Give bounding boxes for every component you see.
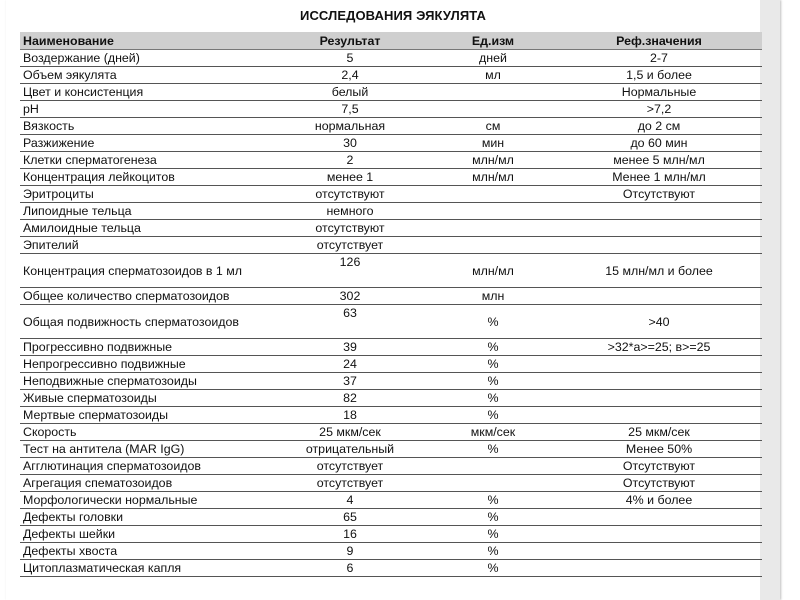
cell-unit: % [430, 492, 556, 509]
cell-name: Цитоплазматическая капля [20, 560, 270, 577]
table-row [20, 288, 762, 305]
cell-unit: % [430, 356, 556, 373]
cell-unit: млн/мл [430, 152, 556, 169]
cell-name: Морфологически нормальные [20, 492, 270, 509]
cell-result: 25 мкм/сек [270, 424, 430, 441]
cell-name: Дефекты головки [20, 509, 270, 526]
cell-ref [556, 560, 762, 577]
results-table [20, 32, 762, 577]
table-row [20, 135, 762, 152]
cell-result: 63 [270, 305, 430, 339]
cell-name: Эритроциты [20, 186, 270, 203]
cell-name: Липоидные тельца [20, 203, 270, 220]
cell-ref [556, 203, 762, 220]
cell-unit [430, 237, 556, 254]
cell-ref: >7,2 [556, 101, 762, 118]
cell-result: отсутствует [270, 475, 430, 492]
cell-unit [430, 458, 556, 475]
cell-result: 302 [270, 288, 430, 305]
cell-result: отсутствуют [270, 220, 430, 237]
table-row [20, 390, 762, 407]
cell-result: 2,4 [270, 67, 430, 84]
cell-unit [430, 220, 556, 237]
table-row [20, 526, 762, 543]
table-row [20, 424, 762, 441]
cell-result: отсутствует [270, 458, 430, 475]
table-row [20, 50, 762, 67]
column-header-result: Результат [270, 32, 430, 50]
cell-result: 82 [270, 390, 430, 407]
table-row [20, 458, 762, 475]
cell-unit [430, 101, 556, 118]
cell-result: 126 [270, 254, 430, 288]
cell-ref [556, 543, 762, 560]
cell-name: Живые сперматозоиды [20, 390, 270, 407]
cell-ref: Менее 50% [556, 441, 762, 458]
cell-name: Тест на антитела (MAR IgG) [20, 441, 270, 458]
cell-result: 65 [270, 509, 430, 526]
cell-ref: >40 [556, 305, 762, 339]
cell-unit: % [430, 373, 556, 390]
cell-ref [556, 237, 762, 254]
table-row [20, 186, 762, 203]
cell-unit: мкм/сек [430, 424, 556, 441]
cell-ref [556, 288, 762, 305]
cell-result: 9 [270, 543, 430, 560]
cell-ref: Отсутствуют [556, 458, 762, 475]
cell-result: нормальная [270, 118, 430, 135]
cell-unit [430, 84, 556, 101]
table-row [20, 509, 762, 526]
cell-unit: % [430, 543, 556, 560]
cell-result: 30 [270, 135, 430, 152]
cell-unit [430, 203, 556, 220]
cell-ref: до 2 см [556, 118, 762, 135]
cell-unit: млн [430, 288, 556, 305]
cell-result: немного [270, 203, 430, 220]
table-row [20, 543, 762, 560]
cell-result: 24 [270, 356, 430, 373]
cell-name: Воздержание (дней) [20, 50, 270, 67]
cell-ref: менее 5 млн/мл [556, 152, 762, 169]
cell-ref [556, 220, 762, 237]
cell-result: отрицательный [270, 441, 430, 458]
cell-ref: 25 мкм/сек [556, 424, 762, 441]
cell-result: 5 [270, 50, 430, 67]
page-edge [760, 0, 780, 600]
table-header-row [20, 32, 762, 50]
cell-ref: 4% и более [556, 492, 762, 509]
cell-name: Непрогрессивно подвижные [20, 356, 270, 373]
cell-name: Концентрация лейкоцитов [20, 169, 270, 186]
table-row [20, 169, 762, 186]
cell-ref: Отсутствуют [556, 475, 762, 492]
cell-result: 16 [270, 526, 430, 543]
cell-unit: % [430, 390, 556, 407]
cell-result: 4 [270, 492, 430, 509]
cell-name: Цвет и консистенция [20, 84, 270, 101]
cell-name: Вязкость [20, 118, 270, 135]
cell-unit: дней [430, 50, 556, 67]
cell-name: Общая подвижность сперматозоидов [20, 305, 270, 339]
table-row [20, 373, 762, 390]
cell-ref: 15 млн/мл и более [556, 254, 762, 288]
column-header-name: Наименование [20, 32, 270, 50]
cell-unit [430, 475, 556, 492]
cell-ref: >32*а>=25; в>=25 [556, 339, 762, 356]
cell-unit: % [430, 339, 556, 356]
cell-ref: 1,5 и более [556, 67, 762, 84]
table-row [20, 492, 762, 509]
cell-unit: см [430, 118, 556, 135]
cell-ref [556, 509, 762, 526]
cell-result: 2 [270, 152, 430, 169]
cell-unit: мин [430, 135, 556, 152]
cell-result: отсутствует [270, 237, 430, 254]
cell-result: 6 [270, 560, 430, 577]
cell-name: Объем эякулята [20, 67, 270, 84]
cell-name: Дефекты шейки [20, 526, 270, 543]
cell-result: 18 [270, 407, 430, 424]
column-header-unit: Ед.изм [430, 32, 556, 50]
cell-name: Агглютинация сперматозоидов [20, 458, 270, 475]
cell-unit: % [430, 526, 556, 543]
cell-name: Агрегация спематозоидов [20, 475, 270, 492]
cell-ref: Отсутствуют [556, 186, 762, 203]
cell-result: отсутствуют [270, 186, 430, 203]
cell-unit: мл [430, 67, 556, 84]
cell-unit: % [430, 509, 556, 526]
table-row [20, 67, 762, 84]
cell-unit: млн/мл [430, 169, 556, 186]
cell-result: белый [270, 84, 430, 101]
table-row [20, 220, 762, 237]
table-row [20, 203, 762, 220]
cell-name: Дефекты хвоста [20, 543, 270, 560]
cell-ref: до 60 мин [556, 135, 762, 152]
cell-name: Прогрессивно подвижные [20, 339, 270, 356]
cell-result: менее 1 [270, 169, 430, 186]
cell-ref [556, 373, 762, 390]
table-row [20, 407, 762, 424]
cell-ref: Нормальные [556, 84, 762, 101]
table-row [20, 118, 762, 135]
cell-result: 39 [270, 339, 430, 356]
table-row [20, 152, 762, 169]
cell-ref: Менее 1 млн/мл [556, 169, 762, 186]
page-title: ИССЛЕДОВАНИЯ ЭЯКУЛЯТА [300, 8, 486, 23]
table-row [20, 305, 762, 339]
document-page [6, 0, 780, 600]
cell-name: Разжижение [20, 135, 270, 152]
cell-name: Концентрация сперматозоидов в 1 мл [20, 254, 270, 288]
cell-name: Эпителий [20, 237, 270, 254]
cell-name: Амилоидные тельца [20, 220, 270, 237]
table-row [20, 356, 762, 373]
cell-result: 7,5 [270, 101, 430, 118]
table-row [20, 339, 762, 356]
cell-ref: 2-7 [556, 50, 762, 67]
cell-unit: млн/мл [430, 254, 556, 288]
cell-ref [556, 390, 762, 407]
table-row [20, 560, 762, 577]
table-row [20, 254, 762, 288]
cell-result: 37 [270, 373, 430, 390]
table-row [20, 441, 762, 458]
cell-name: Клетки сперматогенеза [20, 152, 270, 169]
table-row [20, 237, 762, 254]
cell-unit: % [430, 305, 556, 339]
table-row [20, 84, 762, 101]
cell-name: Мертвые сперматозоиды [20, 407, 270, 424]
cell-unit: % [430, 560, 556, 577]
cell-unit: % [430, 441, 556, 458]
cell-unit: % [430, 407, 556, 424]
table-row [20, 101, 762, 118]
cell-ref [556, 407, 762, 424]
table-row [20, 475, 762, 492]
column-header-ref: Реф.значения [556, 32, 762, 50]
cell-ref [556, 526, 762, 543]
cell-unit [430, 186, 556, 203]
cell-name: Неподвижные сперматозоиды [20, 373, 270, 390]
cell-name: Скорость [20, 424, 270, 441]
cell-ref [556, 356, 762, 373]
cell-name: pH [20, 101, 270, 118]
cell-name: Общее количество сперматозоидов [20, 288, 270, 305]
